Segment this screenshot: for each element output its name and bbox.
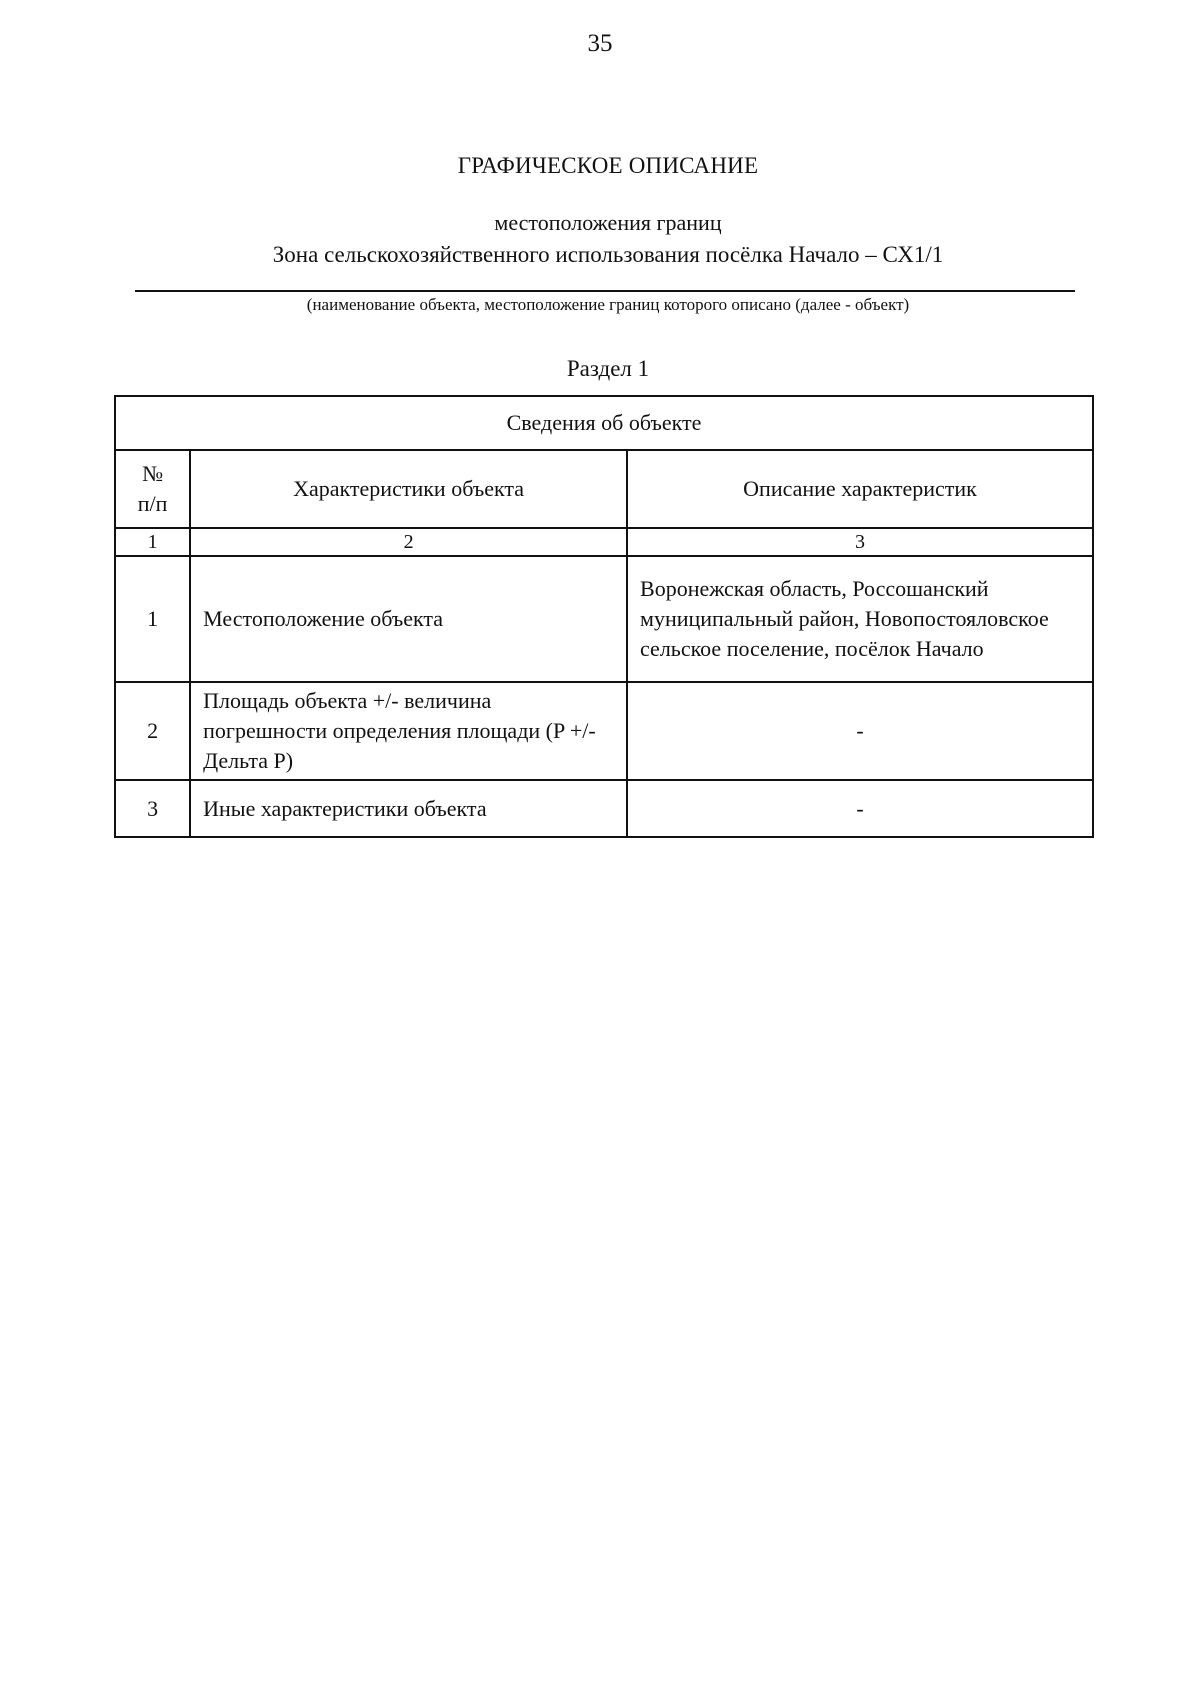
row-characteristic: Местоположение объекта <box>190 556 627 682</box>
table-row <box>115 780 1093 837</box>
table-header-row <box>115 450 1093 528</box>
table-title-row <box>115 396 1093 450</box>
object-name: Зона сельскохозяйственного использования посёлка Начало – СХ1/1 <box>272 242 944 267</box>
column-number: 2 <box>190 528 627 556</box>
column-header-description: Описание характеристик <box>627 450 1093 528</box>
row-description: Воронежская область, Россошанский муниципальный район, Новопостояловское сельское поселение, посёлок Начало <box>627 556 1093 682</box>
column-number: 1 <box>115 528 190 556</box>
table-row <box>115 682 1093 780</box>
table-row <box>115 556 1093 682</box>
row-number: 2 <box>115 682 190 780</box>
row-number: 1 <box>115 556 190 682</box>
number-abbr: п/п <box>137 491 168 516</box>
number-sign: № <box>142 461 164 486</box>
row-description: - <box>627 780 1093 837</box>
page-number: 35 <box>587 30 613 57</box>
object-name-underline <box>135 290 1075 292</box>
column-header-characteristics: Характеристики объекта <box>190 450 627 528</box>
object-name-caption: (наименование объекта, местоположение границ которого описано (далее - объект) <box>306 295 910 314</box>
document-title: ГРАФИЧЕСКОЕ ОПИСАНИЕ <box>457 153 759 178</box>
document-subtitle: местоположения границ <box>494 210 722 235</box>
row-characteristic: Иные характеристики объекта <box>190 780 627 837</box>
row-characteristic: Площадь объекта +/- величина погрешности определения площади (P +/- Дельта P) <box>190 682 627 780</box>
column-number-row <box>115 528 1093 556</box>
section-title: Раздел 1 <box>566 356 650 381</box>
column-number: 3 <box>627 528 1093 556</box>
table-title: Сведения об объекте <box>115 396 1093 450</box>
object-info-table <box>114 395 1094 838</box>
column-header-number <box>115 450 190 528</box>
row-description: - <box>627 682 1093 780</box>
row-number: 3 <box>115 780 190 837</box>
